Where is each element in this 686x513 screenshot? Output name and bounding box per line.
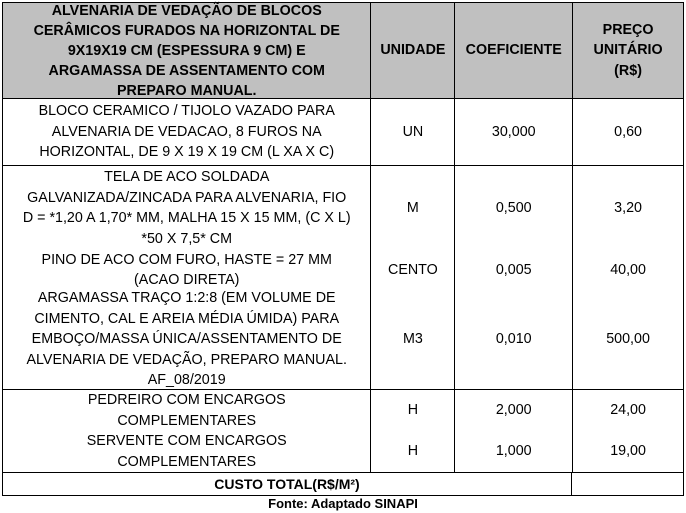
description-line: CIMENTO, CAL E AREIA MÉDIA ÚMIDA) PARA — [34, 310, 340, 327]
row-price: 0,60 — [573, 99, 684, 165]
row-unit: M3 — [371, 290, 455, 389]
header-coefficient: COEFICIENTE — [455, 3, 573, 98]
row-price: 40,00 — [573, 250, 684, 290]
description-line: ARGAMASSA TRAÇO 1:2:8 (EM VOLUME DE — [37, 290, 336, 307]
description-line: ALVENARIA DE VEDAÇÃO, PREPARO MANUAL. — [26, 351, 347, 368]
description-line: TELA DE ACO SOLDADA — [104, 169, 270, 185]
table-row — [3, 290, 684, 389]
row-unit: CENTO — [371, 250, 455, 290]
total-label: CUSTO TOTAL(R$/M²) — [3, 473, 572, 495]
header-line: UNITÁRIO — [593, 42, 663, 59]
row-coefficient: 2,000 — [455, 390, 573, 431]
header-line: 9X19X19 CM (ESPESSURA 9 CM) E — [67, 42, 306, 59]
row-description — [3, 290, 371, 389]
row-description — [3, 250, 371, 290]
table-row-group — [2, 165, 684, 389]
header-line: PREPARO MANUAL. — [116, 82, 257, 99]
composition-table — [2, 2, 684, 496]
header-line: ARGAMASSA DE ASSENTAMENTO COM — [48, 62, 325, 79]
row-description — [3, 431, 371, 472]
table-row — [3, 390, 684, 431]
description-line: GALVANIZADA/ZINCADA PARA ALVENARIA, FIO — [27, 189, 347, 206]
description-line: COMPLEMENTARES — [117, 453, 257, 470]
description-line: BLOCO CERAMICO / TIJOLO VAZADO PARA — [38, 103, 335, 120]
row-coefficient: 0,010 — [455, 290, 573, 389]
row-price: 3,20 — [573, 166, 684, 250]
description-line: SERVENTE COM ENCARGOS — [86, 433, 287, 449]
header-line: ALVENARIA DE VEDAÇÃO DE BLOCOS — [51, 2, 322, 19]
row-price: 19,00 — [573, 431, 684, 472]
row-unit: H — [371, 431, 455, 472]
row-description — [3, 390, 371, 431]
header-line: PREÇO — [602, 21, 654, 38]
description-line: EMBOÇO/MASSA ÚNICA/ASSENTAMENTO DE — [31, 331, 342, 348]
header-line: CERÂMICOS FURADOS NA HORIZONTAL DE — [33, 22, 340, 39]
description-line: PINO DE ACO COM FURO, HASTE = 27 MM — [41, 251, 332, 268]
row-price: 24,00 — [573, 390, 684, 431]
header-line: (R$) — [614, 62, 642, 79]
description-line: *50 X 7,5* CM — [141, 230, 233, 247]
row-description — [3, 166, 371, 250]
table-row — [3, 166, 684, 250]
row-coefficient: 0,500 — [455, 166, 573, 250]
table-row — [3, 431, 684, 472]
description-line: PEDREIRO COM ENCARGOS — [87, 392, 286, 408]
source-caption: Fonte: Adaptado SINAPI — [268, 496, 418, 511]
table-row-group — [2, 389, 684, 472]
row-coefficient: 0,005 — [455, 250, 573, 290]
row-unit: M — [371, 166, 455, 250]
total-value — [572, 473, 683, 495]
row-coefficient: 30,000 — [455, 99, 573, 165]
description-line: ALVENARIA DE VEDACAO, 8 FUROS NA — [51, 123, 322, 140]
table-row — [2, 98, 684, 165]
table-header — [2, 2, 684, 98]
header-description — [3, 3, 371, 98]
row-description — [3, 99, 371, 165]
description-line: COMPLEMENTARES — [117, 412, 257, 429]
description-line: HORIZONTAL, DE 9 X 19 X 19 CM (L XA X C) — [39, 144, 335, 161]
description-line: AF_08/2019 — [147, 372, 226, 389]
row-coefficient: 1,000 — [455, 431, 573, 472]
row-price: 500,00 — [573, 290, 684, 389]
row-unit: H — [371, 390, 455, 431]
row-unit: UN — [371, 99, 455, 165]
table-row — [3, 250, 684, 290]
header-price — [573, 3, 684, 98]
description-line: D = *1,20 A 1,70* MM, MALHA 15 X 15 MM, (C X L) — [22, 210, 351, 226]
description-line: (ACAO DIRETA) — [134, 272, 240, 288]
total-row — [2, 472, 684, 496]
header-unit: UNIDADE — [371, 3, 455, 98]
